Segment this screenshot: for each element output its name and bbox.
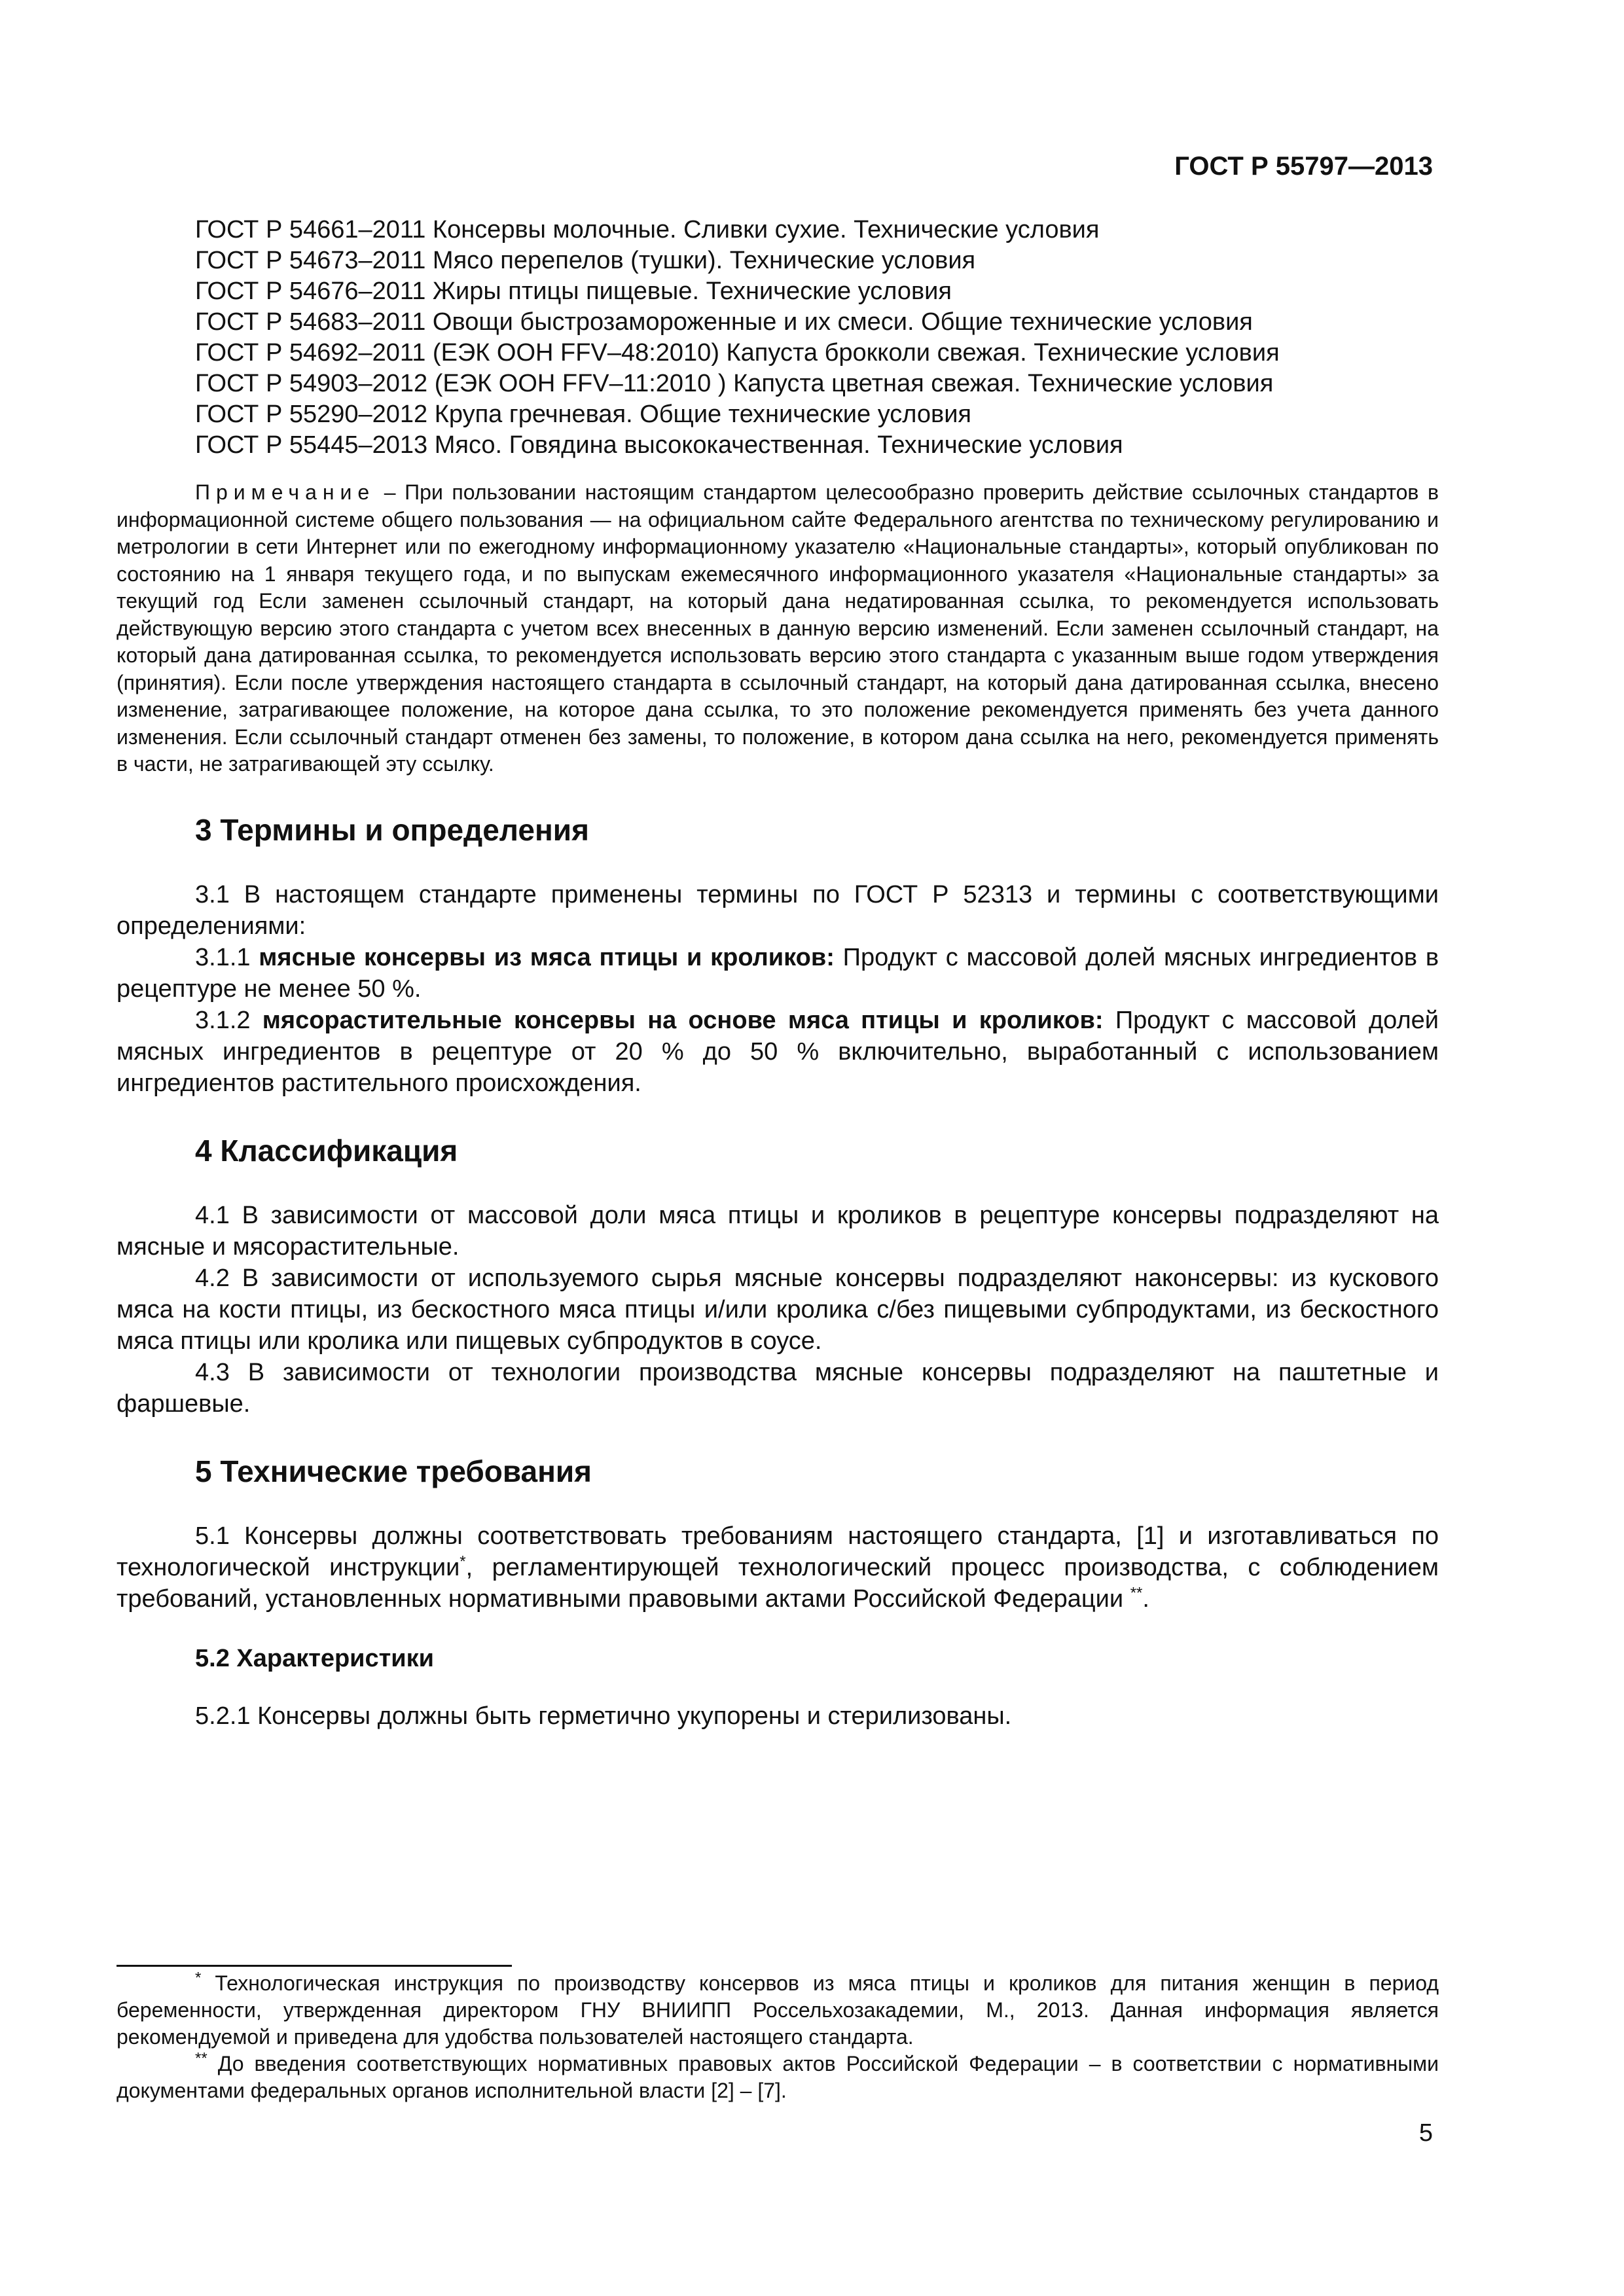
term-name: мясные консервы из мяса птицы и кроликов: <box>259 943 835 971</box>
section-3-heading: 3 Термины и определения <box>195 812 589 847</box>
term-3-1-1 <box>117 942 1439 1005</box>
footnotes <box>117 1970 1439 2104</box>
reference-item: ГОСТ Р 54903–2012 (ЕЭК ООН FFV–11:2010 ) Капуста цветная свежая. Технические условия <box>195 370 1274 397</box>
footnote-mark: ** <box>195 2049 208 2068</box>
paragraph-text: . <box>1142 1585 1149 1613</box>
footnote-mark: * <box>195 1969 202 1987</box>
term-number: 3.1.2 <box>195 1006 262 1034</box>
reference-item: ГОСТ Р 54676–2011 Жиры птицы пищевые. Технические условия <box>195 278 952 305</box>
footnote-text: Технологическая инструкция по производству консервов из мяса птицы и кроликов для питания женщин в период беременности, утвержденная директором ГНУ ВНИИПП Россельхозакадемии, М., 2013. Данная информация является рекомендуемой и приведена для удобства пользователей настоящего стандарта. <box>117 1971 1439 2049</box>
normative-references-list <box>117 215 1439 461</box>
section-4-3-paragraph: 4.3 В зависимости от технологии производства мясные консервы подразделяют на паштетные и фаршевые. <box>117 1358 1439 1418</box>
section-5-2-heading: 5.2 Характеристики <box>195 1644 435 1672</box>
paragraph-text: , регламентирующей технологический процесс производства, с соблюдением требований, установленных нормативными правовыми актами Российской Федерации <box>117 1553 1439 1613</box>
footnote-text: До введения соответствующих нормативных правовых актов Российской Федерации – в соответствии с нормативными документами федеральных органов исполнительной власти [2] – [7]. <box>117 2052 1439 2102</box>
section-4-heading: 4 Классификация <box>195 1133 458 1168</box>
footnote-ref-2: ** <box>1130 1583 1143 1602</box>
document-code-header: ГОСТ Р 55797—2013 <box>1174 152 1433 181</box>
footnote-ref-1: * <box>460 1552 466 1570</box>
term-number: 3.1.1 <box>195 943 259 971</box>
term-definition: Продукт с массовой долей мясных ингредиентов в рецептуре не менее 50 %. <box>117 943 1439 1003</box>
reference-item: ГОСТ Р 54692–2011 (ЕЭК ООН FFV–48:2010) Капуста брокколи свежая. Технические условия <box>195 339 1280 367</box>
note-label: Примечание <box>195 480 376 504</box>
term-3-1-2 <box>117 1005 1439 1099</box>
note-paragraph <box>117 479 1439 778</box>
page-body <box>117 215 1439 1732</box>
footnote-divider <box>117 1965 512 1967</box>
reference-item: ГОСТ Р 54673–2011 Мясо перепелов (тушки). Технические условия <box>195 247 976 274</box>
reference-item: ГОСТ Р 55445–2013 Мясо. Говядина высококачественная. Технические условия <box>195 431 1123 459</box>
footnote-1 <box>117 1970 1439 2051</box>
reference-item: ГОСТ Р 54661–2011 Консервы молочные. Сливки сухие. Технические условия <box>195 216 1100 243</box>
section-5-heading: 5 Технические требования <box>195 1454 592 1488</box>
paragraph-text: 5.1 Консервы должны соответствовать требованиям настоящего стандарта, [1] и изготавливаться по технологической инструкции <box>117 1522 1439 1581</box>
page-number: 5 <box>1418 2119 1433 2147</box>
term-definition: Продукт с массовой долей мясных ингредиентов в рецептуре от 20 % до 50 % включительно, выработанный с использованием ингредиентов растительного происхождения. <box>117 1006 1439 1097</box>
footnote-2 <box>117 2051 1439 2104</box>
reference-item: ГОСТ Р 54683–2011 Овощи быстрозамороженные и их смеси. Общие технические условия <box>195 308 1253 336</box>
section-4-2-paragraph: 4.2 В зависимости от используемого сырья мясные консервы подразделяют наконсервы: из кускового мяса на кости птицы, из бескостного мяса птицы и/или кролика с/без пищевыми субпродуктами, из бескостного мяса птицы или кролика или пищевых субпродуктов в соусе. <box>117 1264 1439 1355</box>
section-4-1-paragraph: 4.1 В зависимости от массовой доли мяса птицы и кроликов в рецептуре консервы подразделяют на мясные и мясорастительные. <box>117 1201 1439 1261</box>
section-5-2-1-paragraph: 5.2.1 Консервы должны быть герметично укупорены и стерилизованы. <box>195 1702 1012 1730</box>
note-text: – При пользовании настоящим стандартом целесообразно проверить действие ссылочных стандартов в информационной системе общего пользования — на официальном сайте Федерального агентства по техническому регулированию и метрологии в сети Интернет или по ежегодному информационному указателю «Национальные стандарты», который опубликован по состоянию на 1 января текущего года, и по выпускам ежемесячного информационного указателя «Национальные стандарты» за текущий год Если заменен ссылочный стандарт, на который дана недатированная ссылка, то рекомендуется использовать действующую версию этого стандарта с учетом всех внесенных в данную версию изменений. Если заменен ссылочный стандарт, на который дана датированная ссылка, то рекомендуется использовать версию этого стандарта с указанным выше годом утверждения (принятия). Если после утверждения настоящего стандарта в ссылочный стандарт, на который дана датированная ссылка, внесено изменение, затрагивающее положение, на которое дана ссылка, то это положение рекомендуется применять без учета данного изменения. Если ссылочный стандарт отменен без замены, то положение, в котором дана ссылка на него, рекомендуется применять в части, не затрагивающей эту ссылку. <box>117 480 1439 776</box>
reference-item: ГОСТ Р 55290–2012 Крупа гречневая. Общие технические условия <box>195 401 971 428</box>
term-name: мясорастительные консервы на основе мяса птицы и кроликов: <box>262 1006 1104 1034</box>
section-3-1-paragraph: 3.1 В настоящем стандарте применены термины по ГОСТ Р 52313 и термины с соответствующими определениями: <box>117 880 1439 940</box>
section-5-1-paragraph <box>117 1520 1439 1615</box>
